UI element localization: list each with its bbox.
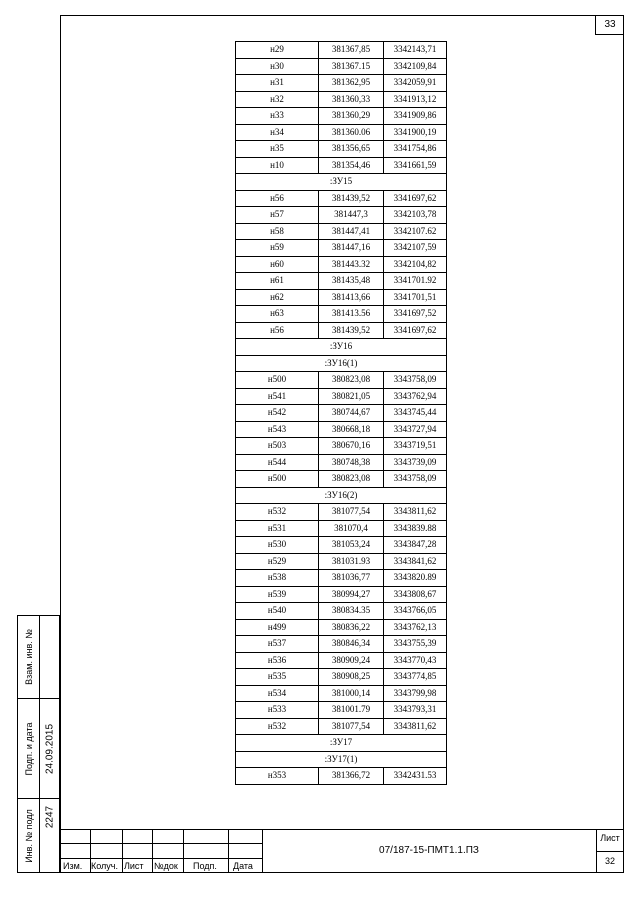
y-coordinate: 3343847,28 [384,537,447,554]
y-coordinate: 3341913,12 [384,91,447,108]
y-coordinate: 3342431.53 [384,768,447,785]
y-coordinate: 3343839.88 [384,520,447,537]
y-coordinate: 3342107,59 [384,240,447,257]
x-coordinate: 381360.06 [319,124,384,141]
y-coordinate: 3343745,44 [384,405,447,422]
section-label: :ЗУ15 [236,174,447,191]
vzam-inv-label: Взам. инв. № [23,629,34,685]
x-coordinate: 381360,33 [319,91,384,108]
y-coordinate: 3341697,62 [384,190,447,207]
section-row [236,487,447,504]
y-coordinate: 3341697,52 [384,306,447,323]
table-row [236,141,447,158]
point-label: н530 [236,537,319,554]
point-label: н31 [236,75,319,92]
point-label: н32 [236,91,319,108]
table-row [236,273,447,290]
x-coordinate: 381000,14 [319,685,384,702]
y-coordinate: 3342103,78 [384,207,447,224]
table-row [236,256,447,273]
point-label: н34 [236,124,319,141]
y-coordinate: 3343820.89 [384,570,447,587]
table-row [236,454,447,471]
point-label: н63 [236,306,319,323]
table-row [236,306,447,323]
table-row [236,537,447,554]
point-label: н532 [236,718,319,735]
y-coordinate: 3341909,86 [384,108,447,125]
point-label: н539 [236,586,319,603]
point-label: н61 [236,273,319,290]
table-row [236,702,447,719]
table-row [236,405,447,422]
y-coordinate: 3343811,62 [384,718,447,735]
x-coordinate: 380744,67 [319,405,384,422]
point-label: н353 [236,768,319,785]
y-coordinate: 3343758,09 [384,372,447,389]
col-podp: Подп. [193,861,217,871]
section-label: :ЗУ17 [236,735,447,752]
point-label: н538 [236,570,319,587]
y-coordinate: 3342104,82 [384,256,447,273]
x-coordinate: 380909,24 [319,652,384,669]
point-label: н500 [236,471,319,488]
podp-data-value: 24.09.2015 [44,723,56,774]
point-label: н544 [236,454,319,471]
x-coordinate: 380994,27 [319,586,384,603]
y-coordinate: 3343739,09 [384,454,447,471]
side-stamp-podp [17,698,60,799]
point-label: н534 [236,685,319,702]
table-row [236,520,447,537]
x-coordinate: 381366,72 [319,768,384,785]
x-coordinate: 381447,16 [319,240,384,257]
y-coordinate: 3343727,94 [384,421,447,438]
page-number: 33 [595,15,624,35]
point-label: н543 [236,421,319,438]
point-label: н537 [236,636,319,653]
table-row [236,372,447,389]
table-row [236,322,447,339]
table-row [236,669,447,686]
x-coordinate: 380836,22 [319,619,384,636]
y-coordinate: 3343766,05 [384,603,447,620]
point-label: н10 [236,157,319,174]
y-coordinate: 3343719,51 [384,438,447,455]
table-row [236,42,447,59]
point-label: н536 [236,652,319,669]
section-label: :ЗУ16(2) [236,487,447,504]
inv-podl-value: 2247 [44,805,56,829]
x-coordinate: 380748,38 [319,454,384,471]
table-row [236,685,447,702]
side-stamp-inv [17,798,60,873]
point-label: н30 [236,58,319,75]
point-label: н541 [236,388,319,405]
point-label: н56 [236,190,319,207]
col-koluch: Колуч. [91,861,118,871]
point-label: н529 [236,553,319,570]
y-coordinate: 3343774,85 [384,669,447,686]
table-row [236,75,447,92]
point-label: н35 [236,141,319,158]
x-coordinate: 381077,54 [319,504,384,521]
y-coordinate: 3343793,31 [384,702,447,719]
table-row [236,124,447,141]
y-coordinate: 3341701.92 [384,273,447,290]
col-data: Дата [233,861,253,871]
table-row [236,58,447,75]
x-coordinate: 381447,41 [319,223,384,240]
y-coordinate: 3343755,39 [384,636,447,653]
y-coordinate: 3342109,84 [384,58,447,75]
table-row [236,207,447,224]
point-label: н56 [236,322,319,339]
x-coordinate: 380670,16 [319,438,384,455]
point-label: н540 [236,603,319,620]
x-coordinate: 381001.79 [319,702,384,719]
section-label: :ЗУ16 [236,339,447,356]
x-coordinate: 380823,08 [319,471,384,488]
section-label: :ЗУ16(1) [236,355,447,372]
x-coordinate: 381435,48 [319,273,384,290]
table-row [236,718,447,735]
table-row [236,586,447,603]
point-label: н535 [236,669,319,686]
table-row [236,768,447,785]
y-coordinate: 3343799,98 [384,685,447,702]
point-label: н500 [236,372,319,389]
table-row [236,157,447,174]
inv-podl-label: Инв. № подл [23,808,34,863]
x-coordinate: 380668,18 [319,421,384,438]
table-row [236,636,447,653]
section-row [236,174,447,191]
y-coordinate: 3343808,67 [384,586,447,603]
point-label: н60 [236,256,319,273]
table-row [236,91,447,108]
point-label: н503 [236,438,319,455]
table-row [236,289,447,306]
table-row [236,388,447,405]
section-label: :ЗУ17(1) [236,751,447,768]
y-coordinate: 3343811,62 [384,504,447,521]
podp-data-label: Подп. и дата [23,721,34,776]
x-coordinate: 380821,05 [319,388,384,405]
point-label: н59 [236,240,319,257]
table-row [236,603,447,620]
y-coordinate: 3341661,59 [384,157,447,174]
document-code: 07/187-15-ПМТ1.1.ПЗ [379,845,479,856]
point-label: н58 [236,223,319,240]
y-coordinate: 3342143,71 [384,42,447,59]
table-row [236,570,447,587]
sheet-number: 32 [604,856,615,866]
x-coordinate: 381354,46 [319,157,384,174]
x-coordinate: 381367.15 [319,58,384,75]
col-list: Лист [124,861,144,871]
table-row [236,619,447,636]
x-coordinate: 381356,65 [319,141,384,158]
x-coordinate: 380846,34 [319,636,384,653]
coordinates-table [235,41,447,785]
point-label: н499 [236,619,319,636]
x-coordinate: 381362,95 [319,75,384,92]
point-label: н532 [236,504,319,521]
y-coordinate: 3341701,51 [384,289,447,306]
x-coordinate: 381413,66 [319,289,384,306]
y-coordinate: 3343762,94 [384,388,447,405]
point-label: н57 [236,207,319,224]
y-coordinate: 3341754,86 [384,141,447,158]
table-row [236,240,447,257]
point-label: н542 [236,405,319,422]
x-coordinate: 381031.93 [319,553,384,570]
x-coordinate: 381439,52 [319,190,384,207]
x-coordinate: 381070,4 [319,520,384,537]
y-coordinate: 3343770,43 [384,652,447,669]
y-coordinate: 3341697,62 [384,322,447,339]
table-row [236,553,447,570]
point-label: н533 [236,702,319,719]
y-coordinate: 3341900,19 [384,124,447,141]
point-label: н29 [236,42,319,59]
x-coordinate: 381439,52 [319,322,384,339]
col-izm: Изм. [63,861,83,871]
point-label: н33 [236,108,319,125]
section-row [236,751,447,768]
sheet-label: Лист [600,833,620,843]
table-row [236,652,447,669]
x-coordinate: 381443.32 [319,256,384,273]
table-row [236,421,447,438]
table-row [236,504,447,521]
x-coordinate: 381413.56 [319,306,384,323]
point-label: н62 [236,289,319,306]
x-coordinate: 380834.35 [319,603,384,620]
x-coordinate: 381367,85 [319,42,384,59]
y-coordinate: 3342059,91 [384,75,447,92]
section-row [236,735,447,752]
x-coordinate: 381447,3 [319,207,384,224]
table-row [236,471,447,488]
x-coordinate: 381077,54 [319,718,384,735]
y-coordinate: 3343762,13 [384,619,447,636]
point-label: н531 [236,520,319,537]
section-row [236,355,447,372]
y-coordinate: 3342107.62 [384,223,447,240]
y-coordinate: 3343758,09 [384,471,447,488]
x-coordinate: 380823,08 [319,372,384,389]
x-coordinate: 380908,25 [319,669,384,686]
table-row [236,438,447,455]
x-coordinate: 381036,77 [319,570,384,587]
table-row [236,223,447,240]
col-ndok: №док [154,861,178,871]
x-coordinate: 381053,24 [319,537,384,554]
y-coordinate: 3343841,62 [384,553,447,570]
table-row [236,190,447,207]
side-stamp-vzam [17,615,60,699]
x-coordinate: 381360,29 [319,108,384,125]
table-row [236,108,447,125]
section-row [236,339,447,356]
